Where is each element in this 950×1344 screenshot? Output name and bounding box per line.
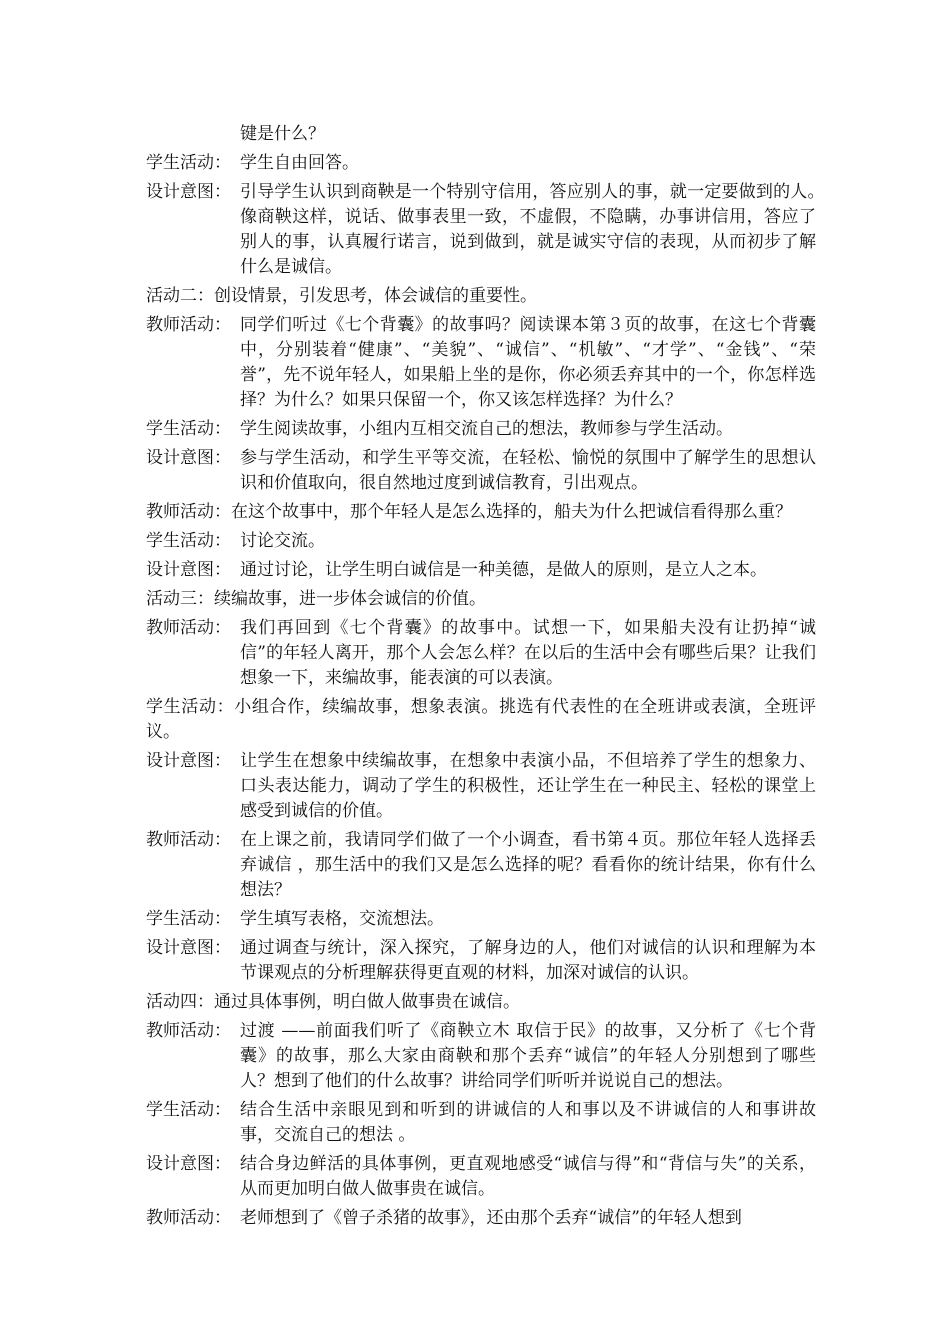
labeled-paragraph [146, 529, 816, 554]
paragraph-label: 设计意图： [146, 560, 231, 580]
paragraph-label: 教师活动： [146, 315, 231, 335]
labeled-paragraph [146, 1152, 816, 1202]
paragraph-text: 我们再回到《七个背囊》的故事中。试想一下，如果船夫没有让扔掉“诚信”的年轻人离开，那个人会怎么样？在以后的生活中会有哪些后果？让我们想象一下，来编故事，能表演的可以表演。 [240, 618, 816, 688]
labeled-paragraph [146, 907, 816, 932]
labeled-paragraph [146, 616, 816, 691]
paragraph-text: 结合生活中亲眼见到和听到的讲诚信的人和事以及不讲诚信的人和事讲故事，交流自己的想法 。 [240, 1100, 816, 1145]
paragraph-text: 学生阅读故事，小组内互相交流自己的想法，教师参与学生活动。 [240, 419, 733, 439]
labeled-paragraph [146, 180, 850, 280]
activity-heading: 活动三：续编故事，进一步体会诚信的价值。 [146, 589, 486, 609]
labeled-paragraph [146, 558, 816, 583]
paragraph-text: 学生填写表格，交流想法。 [240, 909, 444, 929]
labeled-paragraph [146, 1206, 816, 1231]
paragraph-label: 教师活动： [146, 618, 231, 638]
paragraph-label: 学生活动： [146, 1100, 231, 1120]
paragraph-label: 设计意图： [146, 182, 231, 202]
paragraph-label: 设计意图： [146, 448, 231, 468]
labeled-paragraph [146, 749, 816, 824]
paragraph-label: 设计意图： [146, 1154, 231, 1174]
labeled-paragraph [146, 1019, 816, 1094]
paragraph-label: 学生活动： [146, 909, 231, 929]
activity-heading: 活动二：创设情景，引发思考，体会诚信的重要性。 [146, 286, 537, 306]
paragraph-label: 教师活动： [146, 830, 231, 850]
labeled-paragraph [146, 151, 816, 176]
paragraph-text: 参与学生活动，和学生平等交流，在轻松、愉悦的氛围中了解学生的思想认识和价值取向，很自然地过度到诚信教育，引出观点。 [240, 448, 816, 493]
paragraph-label: 教师活动： [146, 1208, 231, 1228]
labeled-paragraph [146, 936, 816, 986]
labeled-paragraph [146, 417, 816, 442]
paragraph-label: 设计意图： [146, 751, 231, 771]
labeled-paragraph [146, 828, 816, 903]
paragraph-text: 通过调查与统计，深入探究，了解身边的人，他们对诚信的认识和理解为本节课观点的分析理解获得更直观的材料，加深对诚信的认识。 [240, 938, 816, 983]
paragraph-text: 学生自由回答。 [240, 153, 359, 173]
labeled-paragraph [146, 313, 816, 413]
paragraph-text: 引导学生认识到商鞅是一个特别守信用，答应别人的事，就一定要做到的人。 像商鞅这样，说话、做事表里一致，不虚假，不隐瞒，办事讲信用，答应了别人的事，认真履行诺言，说到做到，就是诚实守信的表现，从而初步了解什么是诚信。 [240, 182, 850, 277]
labeled-paragraph [146, 446, 816, 496]
lead-line: 键是什么？ [240, 124, 325, 144]
paragraph-text: 通过讨论，让学生明白诚信是一种美德，是做人的原则，是立人之本。 [240, 560, 767, 580]
paragraph-text: 结合身边鲜活的具体事例，更直观地感受“诚信与得”和“背信与失”的关系，从而更加明白做人做事贵在诚信。 [240, 1154, 816, 1199]
full-paragraph: 学生活动：小组合作，续编故事，想象表演。挑选有代表性的在全班讲或表演，全班评议。 [146, 697, 816, 742]
paragraph-text: 同学们听过《七个背囊》的故事吗？阅读课本第３页的故事，在这七个背囊中，分别装着“健康”、“美貌”、“诚信”、“机敏”、“才学”、“金钱”、“荣誉”，先不说年轻人，如果船上坐的是你，你必须丢弃其中的一个，你怎样选择？为什么？如果只保留一个，你又该怎样选择？为什么？ [240, 315, 816, 410]
paragraph-label: 学生活动： [146, 153, 231, 173]
document-body [146, 122, 850, 1235]
labeled-paragraph [146, 1098, 816, 1148]
paragraph-label: 教师活动： [146, 1021, 231, 1041]
paragraph-label: 学生活动： [146, 419, 231, 439]
paragraph-label: 设计意图： [146, 938, 231, 958]
paragraph-text: 讨论交流。 [240, 531, 325, 551]
paragraph-label: 学生活动： [146, 531, 231, 551]
paragraph-text: 过渡 ——前面我们听了《商鞅立木 取信于民》的故事，又分析了《七个背囊》的故事，那么大家由商鞅和那个丢弃“诚信”的年轻人分别想到了哪些人？想到了他们的什么故事？讲给同学们听听并说说自己的想法。 [240, 1021, 816, 1091]
paragraph-text: 让学生在想象中续编故事，在想象中表演小品，不但培养了学生的想象力、口头表达能力，调动了学生的积极性，还让学生在一种民主、轻松的课堂上感受到诚信的价值。 [240, 751, 816, 821]
paragraph-text: 老师想到了《曾子杀猪的故事》，还由那个丢弃“诚信”的年轻人想到 [240, 1208, 742, 1228]
paragraph-text: 在上课之前，我请同学们做了一个小调查，看书第４页。那位年轻人选择丢弃诚信 ，那生活中的我们又是怎么选择的呢？看看你的统计结果，你有什么想法？ [240, 830, 816, 900]
activity-heading: 活动四：通过具体事例，明白做人做事贵在诚信。 [146, 992, 520, 1012]
full-paragraph: 教师活动：在这个故事中，那个年轻人是怎么选择的，船夫为什么把诚信看得那么重？ [146, 502, 792, 522]
